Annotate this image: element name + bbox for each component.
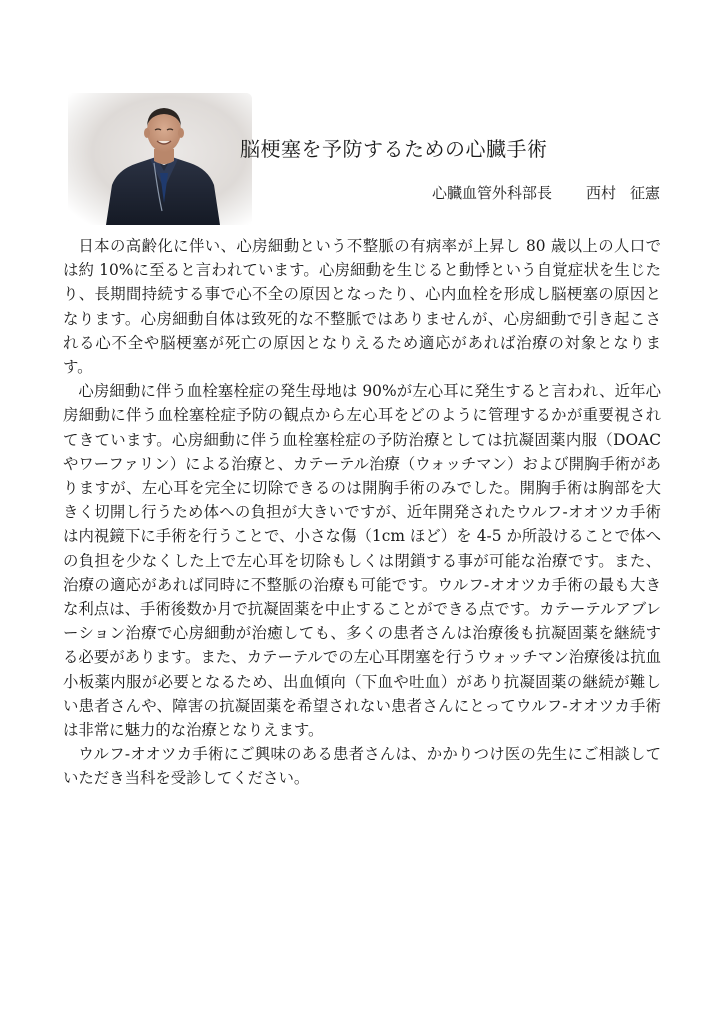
author-surname: 西村 bbox=[585, 184, 616, 202]
author-byline bbox=[432, 182, 660, 203]
portrait-photo-icon bbox=[68, 93, 252, 225]
author-given-name: 征憲 bbox=[629, 184, 660, 202]
paragraph: 日本の高齢化に伴い、心房細動という不整脈の有病率が上昇し 80 歳以上の人口では約 10%に至ると言われています。心房細動を生じると動悸という自覚症状を生じたり、長期間持続する事で心不全の原因となったり、心内血栓を形成し脳梗塞の原因となります。心房細動自体は致死的な不整脈ではありませんが、心房細動で引き起こされる心不全や脳梗塞が死亡の原因となりえるため適応があれば治療の対象となります。 bbox=[63, 237, 661, 377]
article-body bbox=[63, 234, 661, 791]
paragraph: 心房細動に伴う血栓塞栓症の発生母地は 90%が左心耳に発生すると言われ、近年心房細動に伴う血栓塞栓症予防の観点から左心耳をどのように管理するかが重要視されてきています。心房細動に伴う血栓塞栓症の予防治療としては抗凝固薬内服（DOAC やワーファリン）による治療と、カテーテル治療（ウォッチマン）および開胸手術がありますが、左心耳を完全に切除できるのは開胸手術のみでした。開胸手術は胸部を大きく切開し行うため体への負担が大きいですが、近年開発されたウルフ-オオツカ手術は内視鏡下に手術を行うことで、小さな傷（1cm ほど）を 4-5 か所設けることで体への負担を少なくした上で左心耳を切除もしくは閉鎖する事が可能な治療です。また、治療の適応があれば同時に不整脈の治療も可能です。ウルフ-オオツカ手術の最も大きな利点は、手術後数か月で抗凝固薬を中止することができる点です。カテーテルアブレーション治療で心房細動が治癒しても、多くの患者さんは治療後も抗凝固薬を継続する必要があります。また、カテーテルでの左心耳閉塞を行うウォッチマン治療後は抗血小板薬内服が必要となるため、出血傾向（下血や吐血）があり抗凝固薬の継続が難しい患者さんや、障害の抗凝固薬を希望されない患者さんにとってウルフ-オオツカ手術は非常に魅力的な治療となりえます。 bbox=[63, 382, 661, 740]
article-title: 脳梗塞を予防するための心臓手術 bbox=[240, 137, 548, 161]
author-department: 心臓血管外科部長 bbox=[431, 184, 552, 202]
paragraph: ウルフ-オオツカ手術にご興味のある患者さんは、かかりつけ医の先生にご相談していただき当科を受診してください。 bbox=[63, 745, 661, 788]
author-photo bbox=[68, 93, 252, 225]
